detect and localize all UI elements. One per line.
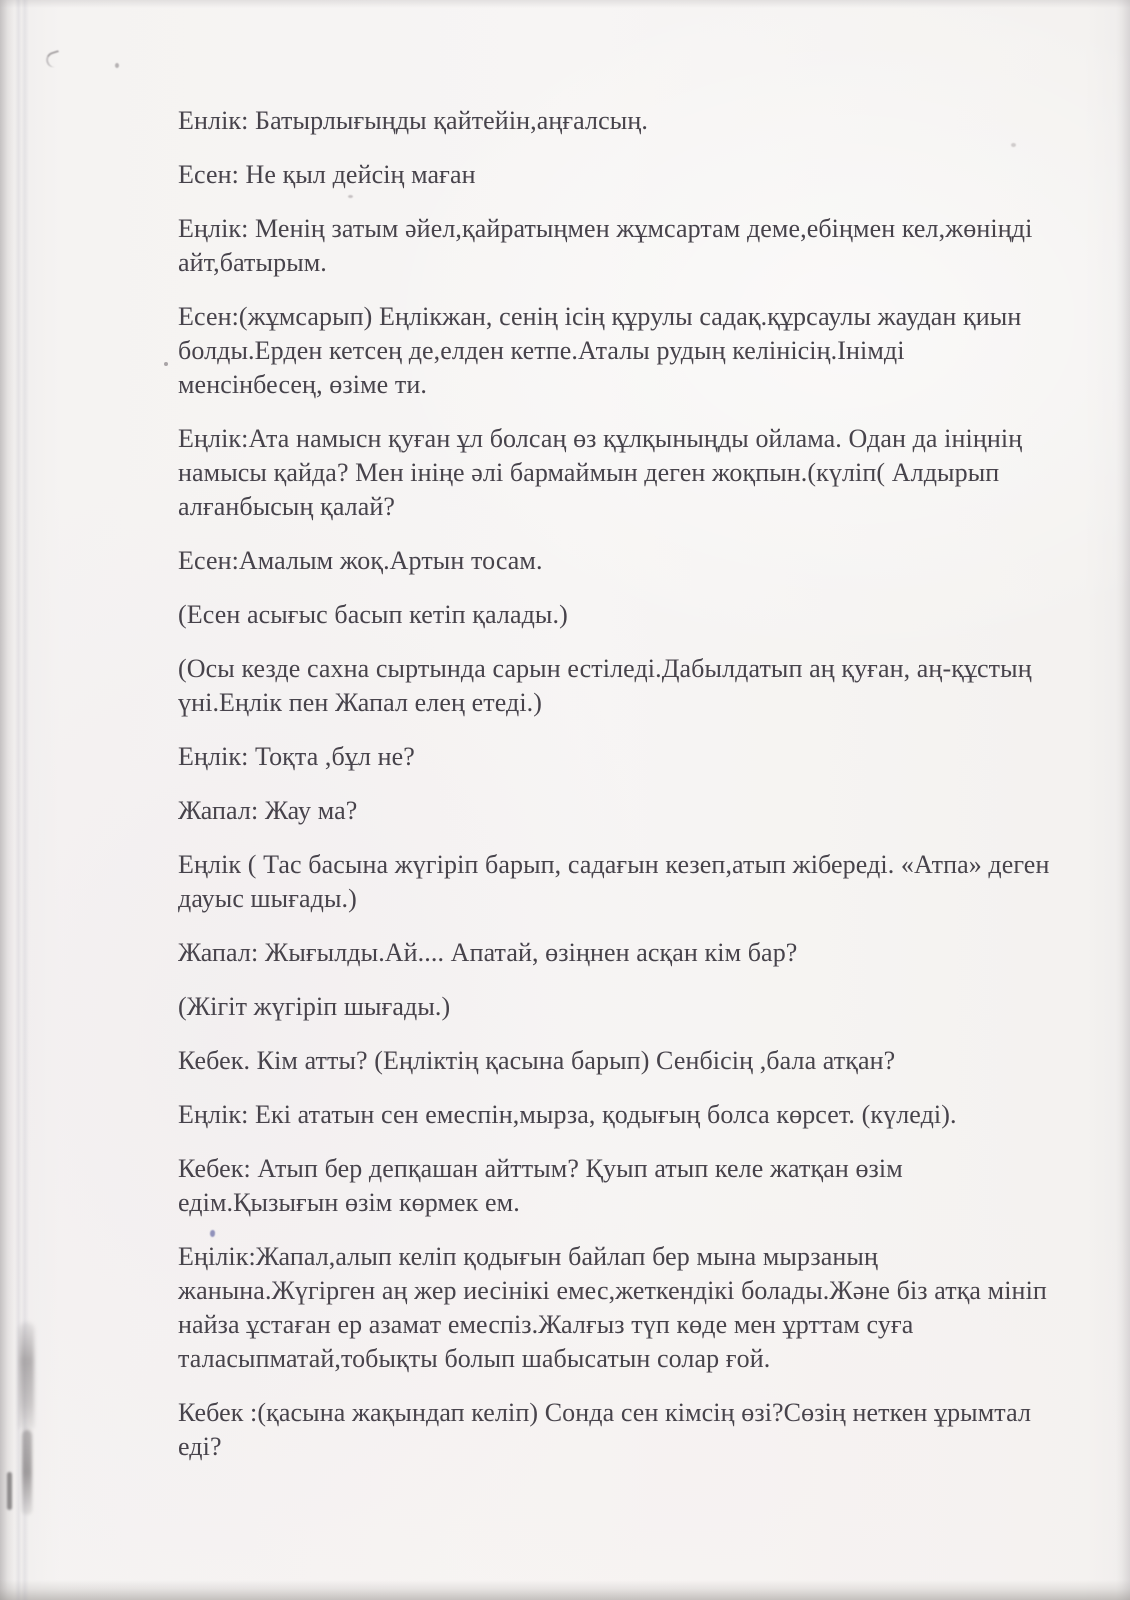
dialogue-paragraph xyxy=(178,1044,1068,1078)
dialogue-paragraph xyxy=(178,1396,1068,1464)
dialogue-paragraph xyxy=(178,212,1068,280)
text-line: найза ұстаған ер азамат емеспіз.Жалғыз түп көде мен ұрттам суға xyxy=(178,1310,914,1339)
text-line: Кебек. Кім атты? (Еңліктің қасына барып) Сенбісің ,бала атқан? xyxy=(178,1046,896,1075)
scan-edge-bottom-shadow xyxy=(0,1580,1130,1600)
text-line: едім.Қызығын өзім көрмек ем. xyxy=(178,1188,520,1217)
pencil-mark xyxy=(44,50,63,69)
text-line: (Есен асығыс басып кетіп қалады.) xyxy=(178,600,568,629)
text-line: Кебек :(қасына жақындап келіп) Сонда сен кімсің өзі?Сөзің неткен ұрымтал xyxy=(178,1398,1032,1427)
text-line: намысы қайда? Мен ініңе әлі бармаймын деген жоқпын.(күліп( Алдырып xyxy=(178,458,1000,487)
text-line: үні.Еңлік пен Жапал елең етеді.) xyxy=(178,688,543,717)
dialogue-paragraph xyxy=(178,936,1068,970)
text-line: дауыс шығады.) xyxy=(178,884,357,913)
text-line: Енлік: Батырлығыңды қайтейін,аңғалсың. xyxy=(178,106,648,135)
dialogue-paragraph xyxy=(178,104,1068,138)
scan-edge-right-shadow xyxy=(1116,0,1130,1600)
scan-smudge-streak xyxy=(22,1430,32,1515)
text-line: Еңілік:Жапал,алып келіп қодығын байлап бер мына мырзаның xyxy=(178,1242,878,1271)
scan-crease-line xyxy=(15,0,29,1600)
text-line: (Жігіт жүгіріп шығады.) xyxy=(178,992,451,1021)
text-line: Жапал: Жығылды.Ай.... Апатай, өзіңнен асқан кім бар? xyxy=(178,938,798,967)
text-line: Еңлік ( Тас басына жүгіріп барып, садағын кезеп,атып жібереді. «Атпа» деген xyxy=(178,850,1050,879)
text-line: алғанбысың қалай? xyxy=(178,492,396,521)
scan-smudge-streak xyxy=(7,1472,12,1510)
dialogue-paragraph xyxy=(178,1240,1068,1376)
scan-smudge-streak xyxy=(19,1322,34,1432)
dialogue-paragraph xyxy=(178,848,1068,916)
dialogue-paragraph xyxy=(178,158,1068,192)
dialogue-paragraph xyxy=(178,544,1068,578)
text-line: Еңлік: Тоқта ,бұл не? xyxy=(178,742,415,771)
scan-edge-top-shadow xyxy=(0,0,1130,8)
text-line: еді? xyxy=(178,1432,222,1461)
text-line: таласыпматай,тобықты болып шабысатын солар ғой. xyxy=(178,1344,771,1373)
text-line: Есен:(жұмсарып) Еңлікжан, сенің ісің құрулы садақ.құрсаулы жаудан қиын xyxy=(178,302,1022,331)
text-line: Еңлік: Екі ататын сен емеспін,мырза, қодығың болса көрсет. (күледі). xyxy=(178,1100,957,1129)
text-line: менсінбесең, өзіме ти. xyxy=(178,370,427,399)
text-line: Есен:Амалым жоқ.Артын тосам. xyxy=(178,546,543,575)
dialogue-paragraph xyxy=(178,300,1068,402)
script-text xyxy=(178,104,1068,1484)
text-line: (Осы кезде сахна сыртында сарын естіледі.Дабылдатып аң қуған, аң-құстың xyxy=(178,654,1032,683)
scan-edge-left-shadow xyxy=(0,0,14,1600)
text-line: Еңлік:Ата намысн қуған ұл болсаң өз құлқыныңды ойлама. Одан да ініңнің xyxy=(178,424,1023,453)
stage-direction xyxy=(178,652,1068,720)
text-line: болды.Ерден кетсең де,елден кетпе.Аталы рудың келінісің.Інімді xyxy=(178,336,905,365)
dialogue-paragraph xyxy=(178,1098,1068,1132)
stage-direction xyxy=(178,598,1068,632)
text-line: Кебек: Атып бер депқашан айттым? Қуып атып келе жатқан өзім xyxy=(178,1154,903,1183)
dialogue-paragraph xyxy=(178,794,1068,828)
text-line: айт,батырым. xyxy=(178,248,327,277)
stage-direction xyxy=(178,990,1068,1024)
dialogue-paragraph xyxy=(178,422,1068,524)
text-line: Жапал: Жау ма? xyxy=(178,796,358,825)
text-line: Еңлік: Менің затым әйел,қайратыңмен жұмсартам деме,ебіңмен кел,жөніңді xyxy=(178,214,1033,243)
dialogue-paragraph xyxy=(178,1152,1068,1220)
dialogue-paragraph xyxy=(178,740,1068,774)
ink-dot xyxy=(164,362,168,366)
text-line: Есен: Не қыл дейсің маған xyxy=(178,160,476,189)
text-line: жанына.Жүгірген аң жер иесінікі емес,жеткендікі болады.Және біз атқа мініп xyxy=(178,1276,1047,1305)
paper-speck xyxy=(115,63,119,68)
